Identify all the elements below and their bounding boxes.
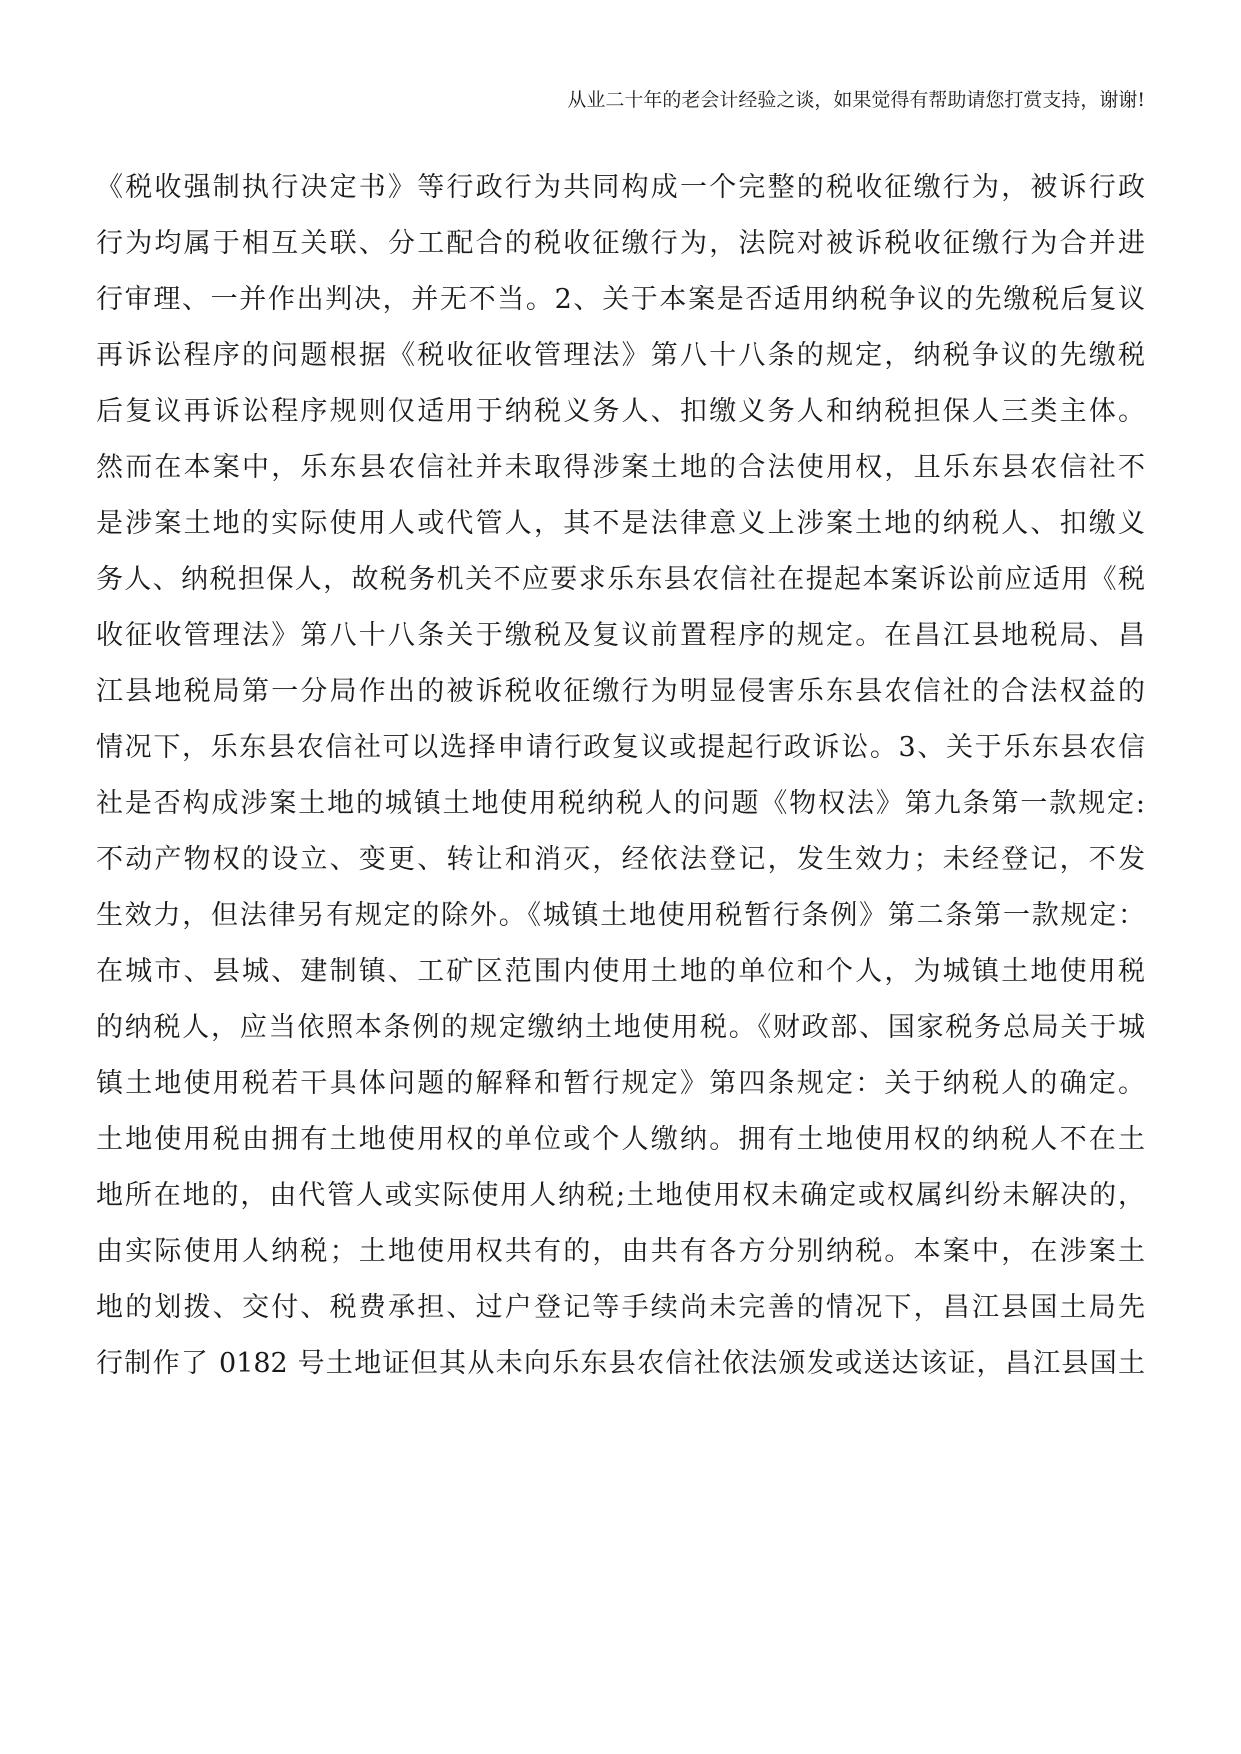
text-line: 社是否构成涉案土地的城镇土地使用税纳税人的问题《物权法》第九条第一款规定: xyxy=(96,788,1145,819)
text-line: 由实际使用人纳税；土地使用权共有的，由共有各方分别纳税。本案中，在涉案土 xyxy=(96,1236,1145,1267)
text-line: 《税收强制执行决定书》等行政行为共同构成一个完整的税收征缴行为，被诉行政 xyxy=(96,172,1145,203)
text-line: 地的划拨、交付、税费承担、过户登记等手续尚未完善的情况下，昌江县国土局先 xyxy=(96,1292,1145,1323)
text-line: 土地使用税由拥有土地使用权的单位或个人缴纳。拥有土地使用权的纳税人不在土 xyxy=(96,1124,1145,1155)
text-line: 生效力，但法律另有规定的除外。《城镇土地使用税暂行条例》第二条第一款规定： xyxy=(96,900,1145,931)
text-line: 镇土地使用税若干具体问题的解释和暂行规定》第四条规定：关于纳税人的确定。 xyxy=(96,1068,1145,1099)
header-note: 从业二十年的老会计经验之谈，如果觉得有帮助请您打赏支持，谢谢! xyxy=(567,89,1145,111)
text-line: 在城市、县城、建制镇、工矿区范围内使用土地的单位和个人，为城镇土地使用税 xyxy=(96,956,1145,987)
text-line: 行制作了 0182 号土地证但其从未向乐东县农信社依法颁发或送达该证，昌江县国土 xyxy=(96,1348,1145,1379)
text-line: 务人、纳税担保人，故税务机关不应要求乐东县农信社在提起本案诉讼前应适用《税 xyxy=(96,564,1145,595)
text-line: 情况下，乐东县农信社可以选择申请行政复议或提起行政诉讼。3、关于乐东县农信 xyxy=(96,732,1145,763)
text-line: 地所在地的，由代管人或实际使用人纳税;土地使用权未确定或权属纠纷未解决的， xyxy=(96,1180,1145,1211)
text-line: 行为均属于相互关联、分工配合的税收征缴行为，法院对被诉税收征缴行为合并进 xyxy=(96,228,1145,259)
text-line: 的纳税人，应当依照本条例的规定缴纳土地使用税。《财政部、国家税务总局关于城 xyxy=(96,1012,1145,1043)
text-line: 收征收管理法》第八十八条关于缴税及复议前置程序的规定。在昌江县地税局、昌 xyxy=(96,620,1145,651)
text-line: 是涉案土地的实际使用人或代管人，其不是法律意义上涉案土地的纳税人、扣缴义 xyxy=(96,508,1145,539)
text-line: 然而在本案中，乐东县农信社并未取得涉案土地的合法使用权，且乐东县农信社不 xyxy=(96,452,1145,483)
text-line: 后复议再诉讼程序规则仅适用于纳税义务人、扣缴义务人和纳税担保人三类主体。 xyxy=(96,396,1145,427)
text-line: 不动产物权的设立、变更、转让和消灭，经依法登记，发生效力；未经登记，不发 xyxy=(96,844,1145,875)
text-line: 再诉讼程序的问题根据《税收征收管理法》第八十八条的规定，纳税争议的先缴税 xyxy=(96,340,1145,371)
text-line: 江县地税局第一分局作出的被诉税收征缴行为明显侵害乐东县农信社的合法权益的 xyxy=(96,676,1145,707)
body-text xyxy=(96,160,1145,1392)
text-line: 行审理、一并作出判决，并无不当。2、关于本案是否适用纳税争议的先缴税后复议 xyxy=(96,284,1145,315)
